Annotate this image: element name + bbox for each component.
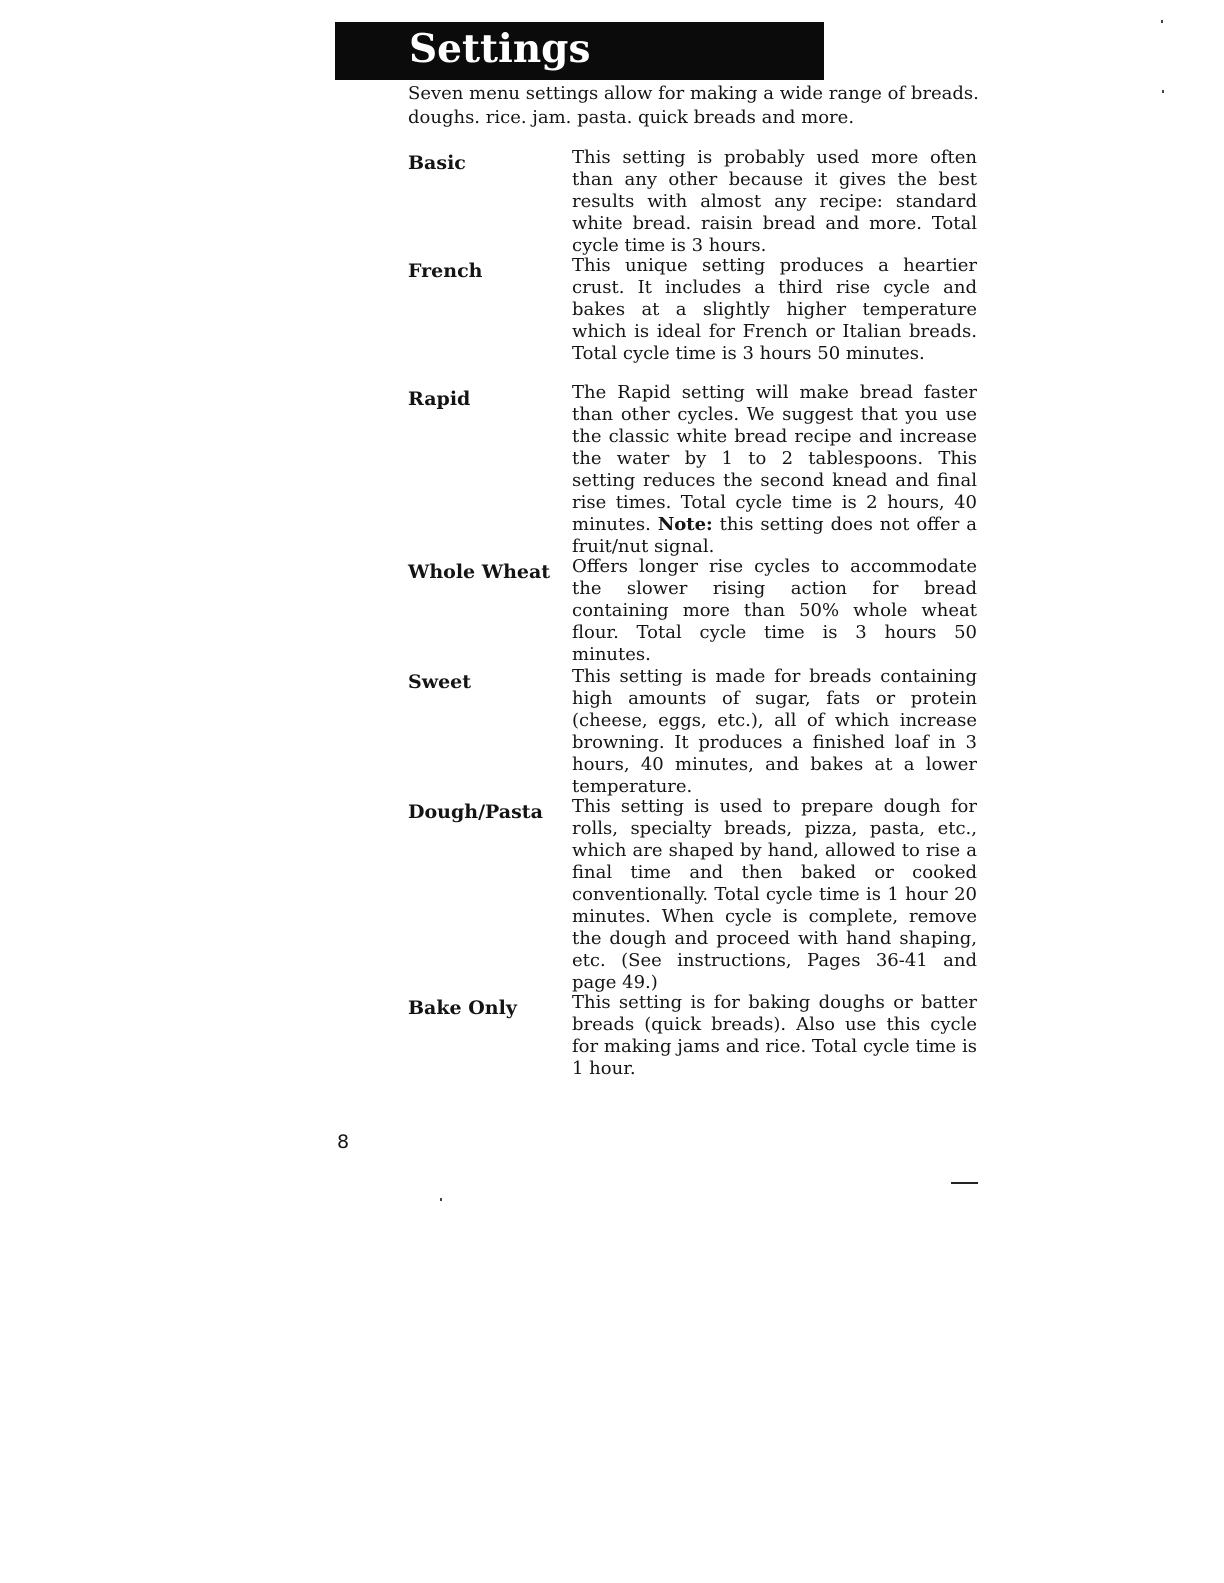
setting-name-rapid: Rapid [408,388,471,410]
rapid-note-label: Note: [657,514,713,535]
scan-speck [440,1198,442,1201]
scan-speck [1162,90,1164,93]
footer-rule [951,1182,978,1184]
setting-description-whole-wheat: Offers longer rise cycles to accommodate the slower rising action for bread containing more than 50% whole wheat flour. Total cycle time is 3 hours 50 minutes. [572,556,977,665]
setting-description-basic: This setting is probably used more often than any other because it gives the best results with almost any recipe: standard white bread. raisin bread and more. Total cycle time is 3 hours. [572,147,977,256]
scan-speck [1161,20,1163,23]
setting-name-french: French [408,260,483,282]
setting-description-rapid [572,382,977,558]
setting-description-dough-pasta: This setting is used to prepare dough for rolls, specialty breads, pizza, pasta, etc., which are shaped by hand, allowed to rise a final time and then baked or cooked conventionally. Total cycle time is 1 hour 20 minutes. When cycle is complete, remove the dough and proceed with hand shaping, etc. (See instructions, Pages 36-41 and page 49.) [572,796,977,993]
setting-name-sweet: Sweet [408,671,472,693]
setting-description-bake-only: This setting is for baking doughs or batter breads (quick breads). Also use this cycle for making jams and rice. Total cycle time is 1 hour. [572,992,977,1079]
intro-paragraph: Seven menu settings allow for making a wide range of breads. doughs. rice. jam. pasta. quick breads and more. [408,83,979,128]
page-number: 8 [337,1131,350,1153]
setting-name-whole-wheat: Whole Wheat [408,561,551,583]
page-title: Settings [409,26,591,72]
setting-name-dough-pasta: Dough/Pasta [408,801,543,823]
setting-description-sweet: This setting is made for breads containing high amounts of sugar, fats or protein (cheese, eggs, etc.), all of which increase browning. It produces a finished loaf in 3 hours, 40 minutes, and bakes at a lower temperature. [572,666,977,797]
rapid-description-text: The Rapid setting will make bread faster than other cycles. We suggest that you use the classic white bread recipe and increase the water by 1 to 2 tablespoons. This setting reduces the second knead and final rise times. Total cycle time is 2 hours, 40 minutes. [572,382,977,535]
setting-name-basic: Basic [408,152,466,174]
title-banner [335,22,824,80]
setting-description-french: This unique setting produces a heartier crust. It includes a third rise cycle and bakes at a slightly higher temperature which is ideal for French or Italian breads. Total cycle time is 3 hours 50 minutes. [572,255,977,364]
rapid-note-text: this setting does not offer a fruit/nut signal. [572,514,977,557]
setting-name-bake-only: Bake Only [408,997,517,1019]
